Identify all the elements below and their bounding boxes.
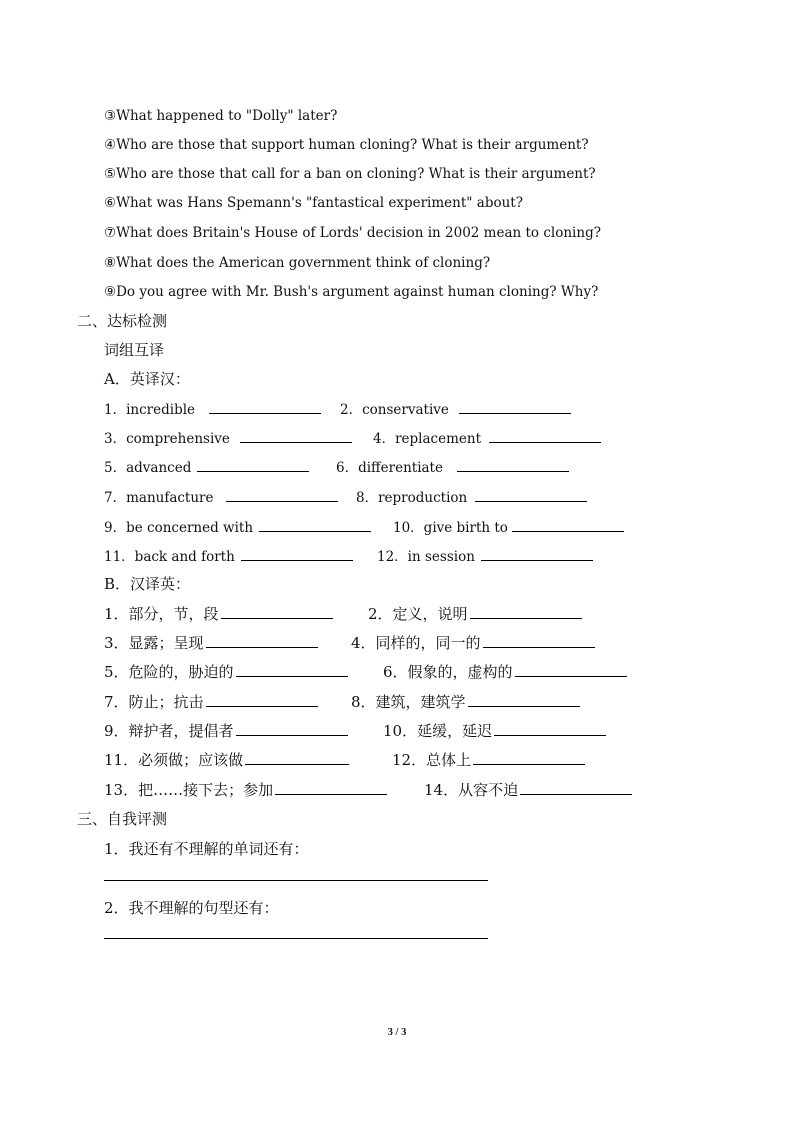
answer-blank[interactable] — [209, 399, 321, 414]
answer-blank[interactable] — [240, 428, 352, 443]
answer-blank[interactable] — [206, 633, 318, 648]
part-b-item-8: 8．建筑，建筑学 — [351, 692, 580, 712]
answer-blank[interactable] — [515, 662, 627, 677]
answer-blank[interactable] — [473, 750, 585, 765]
self-eval-item-2: 2．我不理解的句型还有： — [104, 899, 279, 917]
part-a-item-11: 11．back and forth — [104, 546, 353, 567]
answer-blank[interactable] — [221, 604, 333, 619]
part-b-title: B．汉译英： — [104, 575, 191, 593]
part-b-item-4: 4．同样的，同一的 — [351, 633, 595, 653]
self-eval-item-1: 1．我还有不理解的单词还有： — [104, 840, 309, 858]
part-b-item-3: 3．显露；呈现 — [104, 633, 318, 653]
phrase-translation-heading: 词组互译 — [104, 341, 165, 359]
answer-blank[interactable] — [489, 428, 601, 443]
answer-line-1[interactable] — [104, 880, 488, 881]
part-b-item-2: 2．定义，说明 — [368, 604, 582, 624]
answer-blank[interactable] — [470, 604, 582, 619]
answer-blank[interactable] — [197, 457, 309, 472]
question-3: ③What happened to "Dolly" later? — [104, 108, 338, 124]
part-b-item-14: 14．从容不迫 — [424, 780, 632, 800]
answer-blank[interactable] — [236, 662, 348, 677]
part-a-item-12: 12．in session — [377, 546, 593, 567]
part-a-item-6: 6．differentiate — [336, 457, 569, 478]
answer-blank[interactable] — [459, 399, 571, 414]
page-number: 3 / 3 — [387, 1027, 407, 1038]
answer-blank[interactable] — [468, 692, 580, 707]
part-b-item-11: 11．必须做；应该做 — [104, 750, 349, 770]
part-b-item-7: 7．防止；抗击 — [104, 692, 318, 712]
answer-blank[interactable] — [226, 487, 338, 502]
part-a-item-8: 8．reproduction — [356, 487, 587, 508]
answer-blank[interactable] — [241, 546, 353, 561]
part-b-item-10: 10．延缓，延迟 — [383, 721, 606, 741]
section-3-heading: 三、自我评测 — [77, 810, 168, 828]
part-b-item-9: 9．辩护者，提倡者 — [104, 721, 348, 741]
part-a-item-4: 4．replacement — [373, 428, 601, 449]
part-a-item-9: 9．be concerned with — [104, 517, 371, 538]
part-a-item-3: 3．comprehensive — [104, 428, 352, 449]
answer-blank[interactable] — [206, 692, 318, 707]
answer-line-2[interactable] — [104, 938, 488, 939]
question-6: ⑥What was Hans Spemann's "fantastical experiment" about? — [104, 195, 523, 211]
part-a-item-5: 5．advanced — [104, 457, 309, 478]
part-a-title: A．英译汉： — [104, 370, 190, 388]
question-4: ④Who are those that support human cloning? What is their argument? — [104, 137, 589, 153]
part-a-item-10: 10．give birth to — [393, 517, 624, 538]
part-b-item-5: 5．危险的，胁迫的 — [104, 662, 348, 682]
question-8: ⑧What does the American government think of cloning? — [104, 255, 491, 271]
section-2-heading: 二、达标检测 — [77, 312, 168, 330]
answer-blank[interactable] — [483, 633, 595, 648]
question-5: ⑤Who are those that call for a ban on cloning? What is their argument? — [104, 166, 596, 182]
answer-blank[interactable] — [275, 780, 387, 795]
part-a-item-2: 2．conservative — [340, 399, 571, 420]
part-b-item-1: 1．部分，节，段 — [104, 604, 333, 624]
answer-blank[interactable] — [245, 750, 349, 765]
question-9: ⑨Do you agree with Mr. Bush's argument against human cloning? Why? — [104, 284, 599, 300]
part-a-item-7: 7．manufacture — [104, 487, 338, 508]
answer-blank[interactable] — [475, 487, 587, 502]
part-b-item-12: 12．总体上 — [392, 750, 585, 770]
part-b-item-13: 13．把……接下去；参加 — [104, 780, 387, 800]
answer-blank[interactable] — [494, 721, 606, 736]
answer-blank[interactable] — [520, 780, 632, 795]
answer-blank[interactable] — [481, 546, 593, 561]
answer-blank[interactable] — [457, 457, 569, 472]
part-a-item-1: 1．incredible — [104, 399, 321, 420]
part-b-item-6: 6．假象的，虚构的 — [383, 662, 627, 682]
answer-blank[interactable] — [259, 517, 371, 532]
answer-blank[interactable] — [236, 721, 348, 736]
answer-blank[interactable] — [512, 517, 624, 532]
question-7: ⑦What does Britain's House of Lords' decision in 2002 mean to cloning? — [104, 225, 601, 241]
